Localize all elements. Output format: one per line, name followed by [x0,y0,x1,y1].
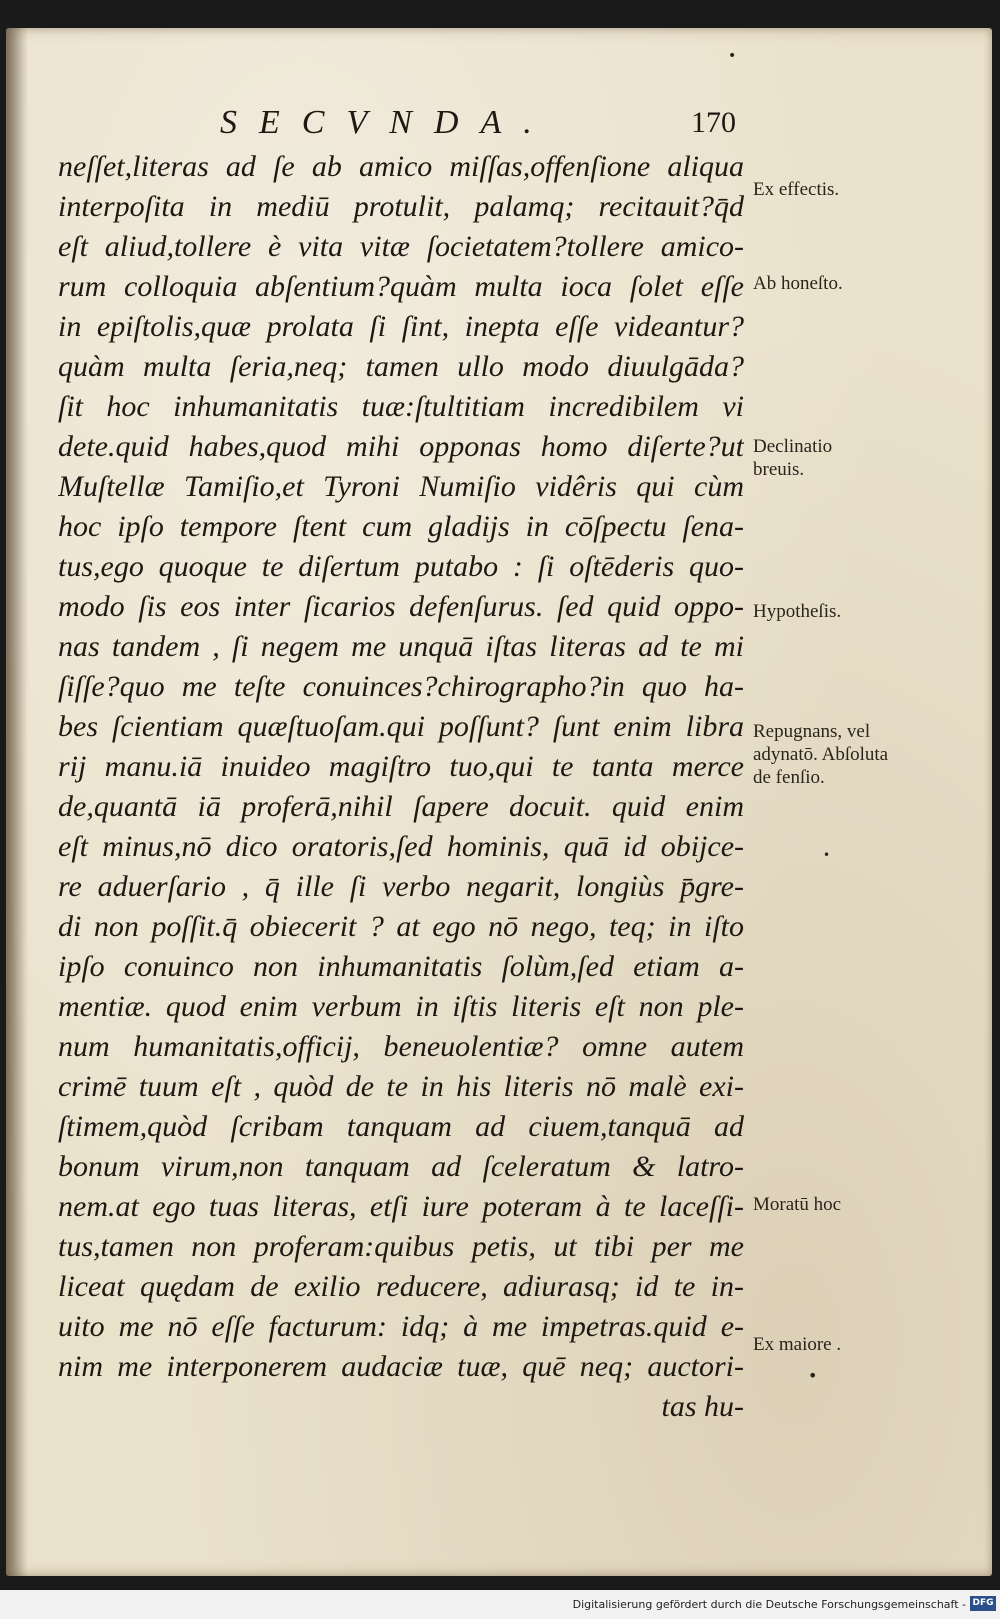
text-line: nim me interponerem audaciæ tuæ, quē neq; auctori- [58,1350,744,1383]
text-line: dete.quid habes,quod mihi opponas homo diſerte?ut [58,430,744,463]
text-line: tus,tamen non proferam:quibus petis, ut tibi per me [58,1230,744,1263]
text-line: bonum virum,non tanquam ad ſceleratum & latro- [58,1150,744,1183]
ink-speck: • [808,1366,818,1385]
text-line: eſt minus,nō dico oratoris,ſed hominis, quā id obijce- [58,830,744,863]
text-line: crimē tuum eſt , quòd de te in his literis nō malè exi- [58,1070,744,1103]
text-line: in epiſtolis,quæ prolata ſi ſint, inepta eſſe videantur? [58,310,744,343]
margin-note: Ex maiore . [753,1334,842,1355]
text-line: re aduerſario , q̄ ille ſi verbo negarit, longiùs p̄gre- [58,870,744,903]
text-line: quàm multa ſeria,neq; tamen ullo modo diuulgāda? [58,350,744,383]
text-line: de,quantā iā proferā,nihil ſapere docuit. quid enim [58,790,744,823]
dfg-logo: DFG [970,1596,996,1611]
text-line: uito me nō eſſe facturum: idq; à me impetras.quid e- [58,1310,744,1343]
margin-note: Moratū hoc [753,1194,842,1215]
text-line: rij manu.iā inuideo magiſtro tuo,qui te tanta merce [58,750,744,783]
margin-note: Declinatio breuis. [753,436,833,480]
text-line: bes ſcientiam quæſtuoſam.qui poſſunt? ſunt enim libra [58,710,744,743]
footer-credit: Digitalisierung gefördert durch die Deutsche Forschungsgemeinschaft - [572,1598,966,1611]
catchword: tas hu- [661,1390,744,1423]
text-line: liceat quędam de exilio reducere, adiurasq; id te in- [58,1270,744,1303]
ink-speck: • [728,48,737,64]
margin-note: Ab honeſto. [753,273,843,294]
page-number: 170 [691,106,736,139]
text-line: modo ſis eos inter ſicarios defenſurus. ſed quid oppo- [58,590,744,623]
margin-note: Hypotheſis. [753,601,842,622]
text-line: num humanitatis,officij, beneuolentiæ? omne autem [58,1030,744,1063]
running-head: SECVNDA. [220,104,554,141]
text-line: neſſet,literas ad ſe ab amico miſſas,offenſione aliqua [58,150,744,183]
text-line: ſtimem,quòd ſcribam tanquam ad ciuem,tanquā ad [58,1110,744,1143]
text-line: ſit hoc inhumanitatis tuæ:ſtultitiam incredibilem vi [58,390,744,423]
main-text [58,147,744,1427]
margin-note: Ex effectis. [753,179,840,200]
text-line: ſiſſe?quo me teſte conuinces?chirographo?in quo ha- [58,670,744,703]
page-gutter-shadow [6,28,28,1576]
page-header [210,100,750,146]
ink-speck: • [823,848,831,862]
text-line: nas tandem , ſi negem me unquā iſtas literas ad te mi [58,630,744,663]
text-line: tus,ego quoque te diſertum putabo : ſi oſtēderis quo- [58,550,744,583]
text-line: eſt aliud,tollere è vita vitæ ſocietatem?tollere amico- [58,230,744,263]
text-line: hoc ipſo tempore ſtent cum gladijs in cōſpectu ſena- [58,510,744,543]
digitization-footer [0,1590,1000,1619]
text-line: ipſo conuinco non inhumanitatis ſolùm,ſed etiam a- [58,950,744,983]
margin-note: Repugnans, vel adynatō. Abſoluta de fenſio. [753,721,889,788]
text-line: mentiæ. quod enim verbum in iſtis literis eſt non ple- [58,990,744,1023]
text-line: interpoſita in mediū protulit, palamq; recitauit?q̄d [58,190,744,223]
text-line: nem.at ego tuas literas, etſi iure poteram à te laceſſi- [58,1190,744,1223]
text-line: di non poſſit.q̄ obiecerit ? at ego nō nego, teq; in iſto [58,910,744,943]
text-line: rum colloquia abſentium?quàm multa ioca ſolet eſſe [58,270,744,303]
text-line: Muſtellæ Tamiſio,et Tyroni Numiſio vidêris qui cùm [58,470,744,503]
